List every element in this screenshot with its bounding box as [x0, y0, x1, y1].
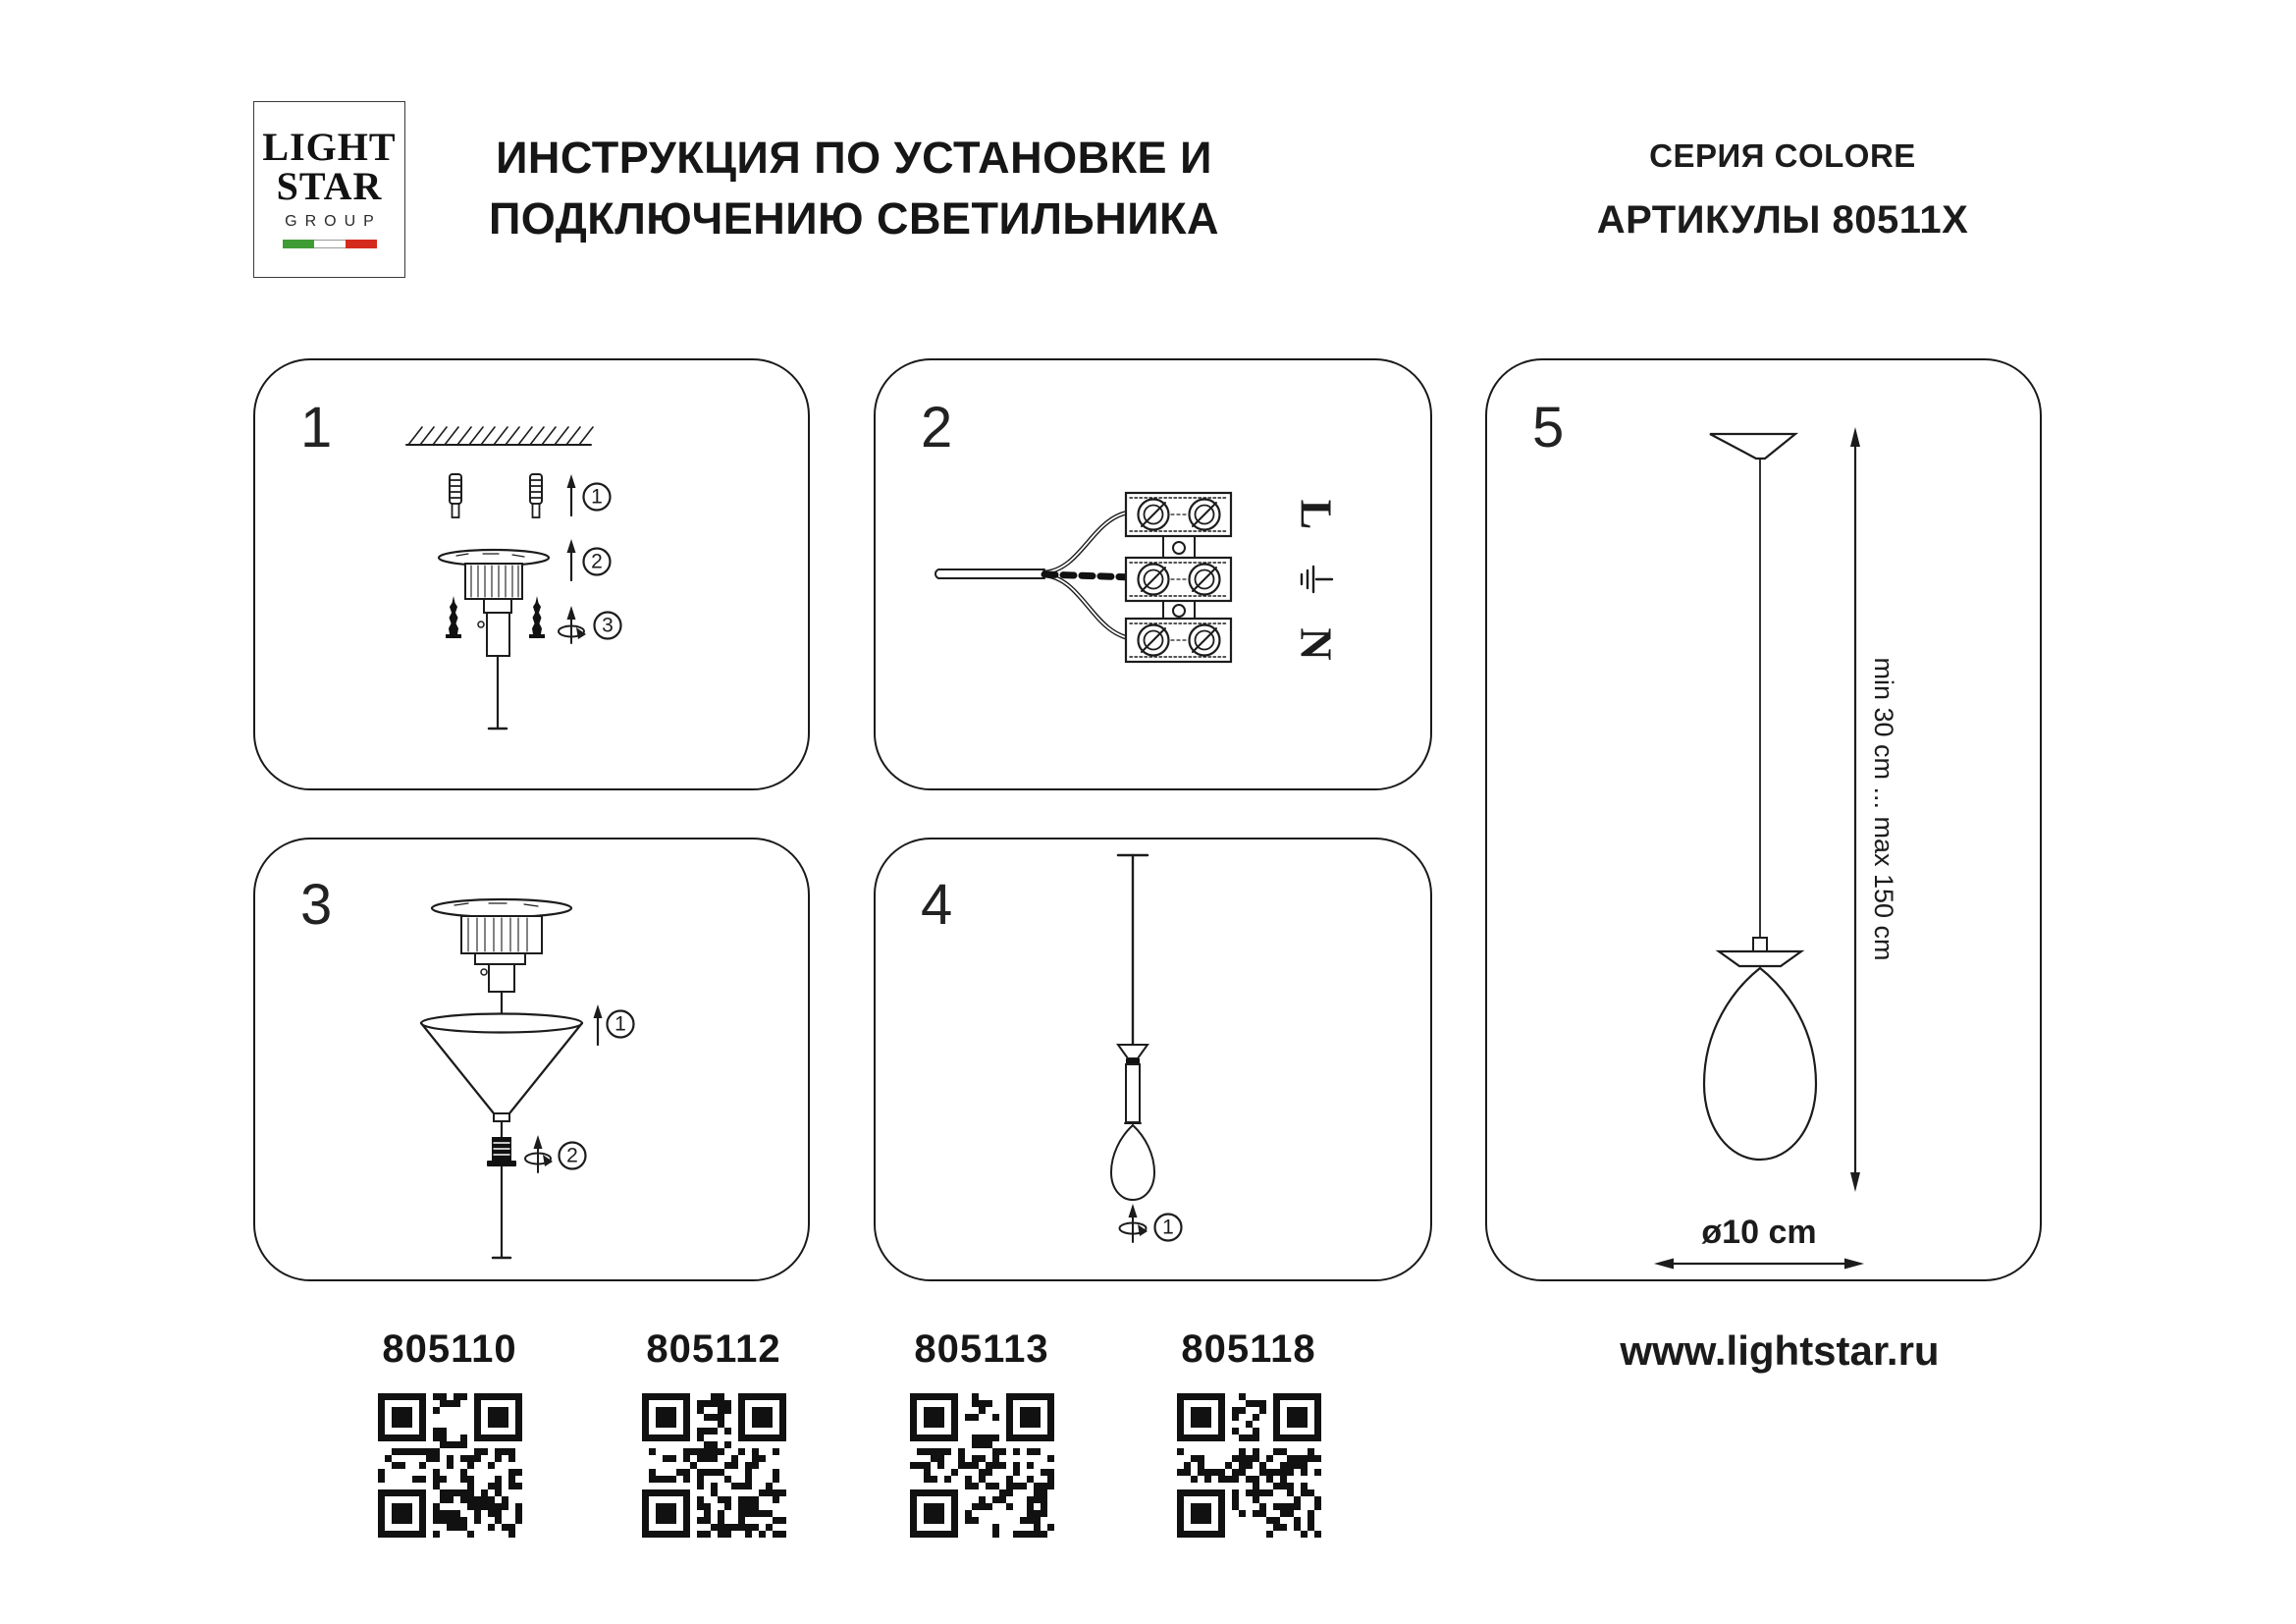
qr-code: [910, 1393, 1054, 1538]
cable-sheath: [935, 569, 1044, 578]
step-panel-1: [253, 358, 810, 790]
step-number: 3: [602, 614, 614, 637]
ceiling-hatch: [406, 427, 593, 445]
panel4-number: 4: [921, 873, 953, 937]
rotate-arrow-icon: [525, 1135, 553, 1172]
logo-word-star: STAR: [276, 164, 383, 208]
step-panel-2: [874, 358, 1432, 790]
supply-wires: [1044, 512, 1137, 639]
step-badge: [584, 484, 611, 511]
wall-plug-icon: [450, 474, 461, 517]
panel3-number: 3: [300, 873, 333, 937]
arrow-up-icon: [594, 1004, 603, 1045]
series-name: СЕРИЯ COLORE: [1649, 137, 1916, 174]
step-number: 1: [1162, 1216, 1174, 1239]
step-number: 1: [614, 1012, 626, 1036]
panel1-number: 1: [300, 396, 333, 460]
qr-code: [1177, 1393, 1321, 1538]
page-title-line1: ИНСТРУКЦИЯ ПО УСТАНОВКЕ И: [496, 133, 1212, 183]
canopy-bracket: [439, 550, 549, 729]
panel5-number: 5: [1532, 396, 1565, 460]
screw-icon: [446, 596, 461, 638]
label-live: L: [1291, 499, 1342, 530]
flag-white: [314, 240, 346, 248]
wall-plug-icon: [530, 474, 542, 517]
label-neutral: N: [1291, 627, 1342, 661]
cord-with-stopper: [487, 1121, 516, 1258]
step-badge: [608, 1011, 634, 1038]
cone-shade: [421, 1014, 582, 1122]
terminal-block-L: [1126, 493, 1231, 536]
arrow-up-icon: [567, 539, 576, 580]
terminal-block-earth: [1126, 558, 1231, 601]
height-range-label: min 30 cm ... max 150 cm: [1869, 657, 1898, 961]
step-badge: [1155, 1215, 1182, 1241]
terminal-block-N: [1126, 619, 1231, 662]
website-url: www.lightstar.ru: [1620, 1327, 1940, 1374]
screw-icon: [529, 596, 545, 638]
italian-flag-icon: [254, 240, 404, 248]
product-805112: [625, 1327, 802, 1538]
qr-code: [642, 1393, 786, 1538]
height-dimension-arrow: [1850, 427, 1860, 1192]
diameter-dimension-arrow: [1654, 1259, 1864, 1270]
product-code: 805112: [646, 1327, 781, 1371]
step-number: 2: [591, 550, 603, 573]
earth-symbol-icon: [1302, 567, 1332, 592]
page-title: [412, 128, 1296, 249]
step-badge: [560, 1143, 586, 1169]
logo-word-light: LIGHT: [262, 125, 397, 169]
strip-hole: [1173, 542, 1185, 554]
product-805118: [1160, 1327, 1337, 1538]
arrow-up-icon: [567, 474, 576, 515]
product-code: 805118: [1181, 1327, 1316, 1371]
flag-red: [346, 240, 377, 248]
product-code: 805110: [382, 1327, 517, 1371]
articles-code: АРТИКУЛЫ 80511X: [1596, 198, 1969, 242]
page-title-line2: ПОДКЛЮЧЕНИЮ СВЕТИЛЬНИКА: [488, 193, 1220, 244]
step-panel-4: [874, 838, 1432, 1281]
panel2-number: 2: [921, 396, 953, 460]
flag-green: [283, 240, 314, 248]
logo-word-group: GROUP: [285, 213, 382, 230]
rotate-arrow-icon: [1120, 1204, 1148, 1242]
teardrop-shade: [1111, 1125, 1154, 1200]
step-number: 1: [591, 485, 603, 509]
lightstar-logo: [253, 101, 405, 278]
canopy-bracket: [432, 899, 571, 1023]
product-805110: [361, 1327, 538, 1538]
pendant-lamp-drawing: [1704, 434, 1816, 1160]
qr-code: [378, 1393, 522, 1538]
step-number: 2: [566, 1144, 578, 1167]
product-805113: [893, 1327, 1070, 1538]
series-header: [1537, 137, 2028, 243]
step-badge: [595, 613, 621, 639]
rotate-arrow-icon: [559, 606, 586, 643]
step-badge: [584, 549, 611, 575]
diameter-label: ø10 cm: [1701, 1214, 1817, 1251]
product-code: 805113: [914, 1327, 1049, 1371]
pendant-cord: [1118, 855, 1148, 1123]
strip-hole: [1173, 605, 1185, 617]
step-panel-3: [253, 838, 810, 1281]
dimensions-panel: [1485, 358, 2042, 1281]
